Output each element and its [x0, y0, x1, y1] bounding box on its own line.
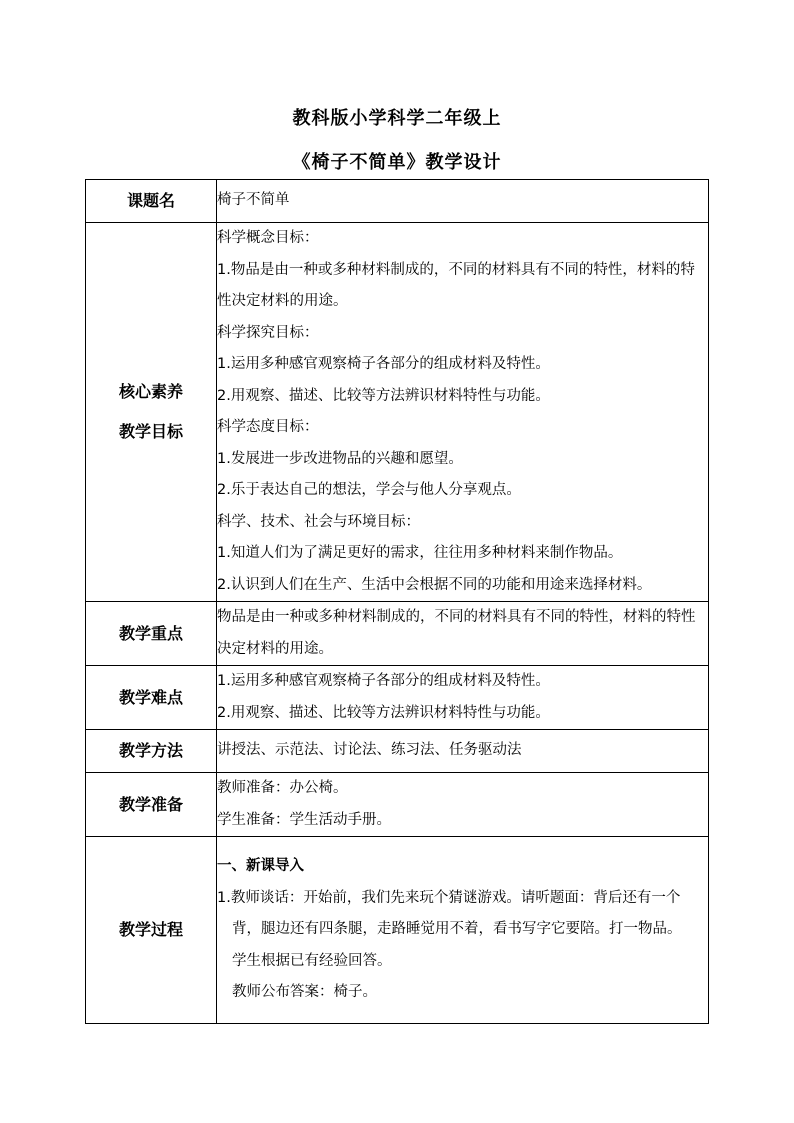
methods-label: 教学方法: [86, 730, 217, 773]
difficulties-line: 2.用观察、描述、比较等方法辨识材料特性与功能。: [217, 704, 550, 721]
goals-line: 科学探究目标：: [217, 324, 319, 341]
methods-content: 讲授法、示范法、讨论法、练习法、任务驱动法: [217, 730, 709, 773]
process-item: 1.教师谈话：开始前，我们先来玩个猜谜游戏。请听题面：背后还有一个背，腿边还有四条腿，走路睡觉用不着，看书写字它要陪。打一物品。: [217, 889, 682, 938]
topic-value: 椅子不简单: [217, 180, 709, 223]
table-row-preparation: [86, 773, 709, 837]
process-line: 学生根据已有经验回答。: [232, 952, 392, 969]
topic-label: 课题名: [86, 180, 217, 223]
difficulties-label: 教学难点: [86, 666, 217, 730]
goals-line: 科学、技术、社会与环境目标：: [217, 513, 420, 530]
lesson-plan-table: [85, 179, 709, 1024]
table-row-methods: [86, 730, 709, 773]
goals-line: 1.知道人们为了满足更好的需求，往往用多种材料来制作物品。: [217, 545, 623, 561]
goals-content: [217, 223, 709, 602]
preparation-line: 学生准备：学生活动手册。: [217, 811, 391, 828]
process-line: 教师公布答案：椅子。: [232, 984, 377, 1001]
preparation-content: [217, 773, 709, 837]
goals-label: 核心素养 教学目标: [86, 223, 217, 602]
key-points-label: 教学重点: [86, 602, 217, 666]
process-heading: 一、新课导入: [217, 858, 304, 875]
process-content: [217, 837, 709, 1024]
goals-line: 科学概念目标：: [217, 230, 319, 246]
goals-line: 1.运用多种感官观察椅子各部分的组成材料及特性。: [217, 356, 550, 372]
goals-line: 2.用观察、描述、比较等方法辨识材料特性与功能。: [217, 387, 550, 404]
process-label: 教学过程: [86, 837, 217, 1024]
preparation-line: 教师准备：办公椅。: [217, 780, 348, 796]
table-row-topic: [86, 180, 709, 223]
preparation-label: 教学准备: [86, 773, 217, 837]
table-row-key-points: [86, 602, 709, 666]
goals-line: 2.认识到人们在生产、生活中会根据不同的功能和用途来选择材料。: [217, 576, 652, 593]
table-row-goals: [86, 223, 709, 602]
goals-line: 1.物品是由一种或多种材料制成的，不同的材料具有不同的特性，材料的特性决定材料的用途。: [217, 261, 695, 309]
goals-line: 科学态度目标：: [217, 419, 319, 435]
key-points-content: 物品是由一种或多种材料制成的，不同的材料具有不同的特性，材料的特性决定材料的用途。: [217, 602, 709, 666]
table-row-difficulties: [86, 666, 709, 730]
difficulties-content: [217, 666, 709, 730]
table-row-process: [86, 837, 709, 1024]
goals-line: 2.乐于表达自己的想法，学会与他人分享观点。: [217, 482, 521, 498]
document-title-line1: 教科版小学科学二年级上: [292, 108, 502, 129]
goals-line: 1.发展进一步改进物品的兴趣和愿望。: [217, 450, 463, 467]
document-title-line2: 《椅子不简单》教学设计: [292, 152, 502, 173]
difficulties-line: 1.运用多种感官观察椅子各部分的组成材料及特性。: [217, 673, 550, 689]
